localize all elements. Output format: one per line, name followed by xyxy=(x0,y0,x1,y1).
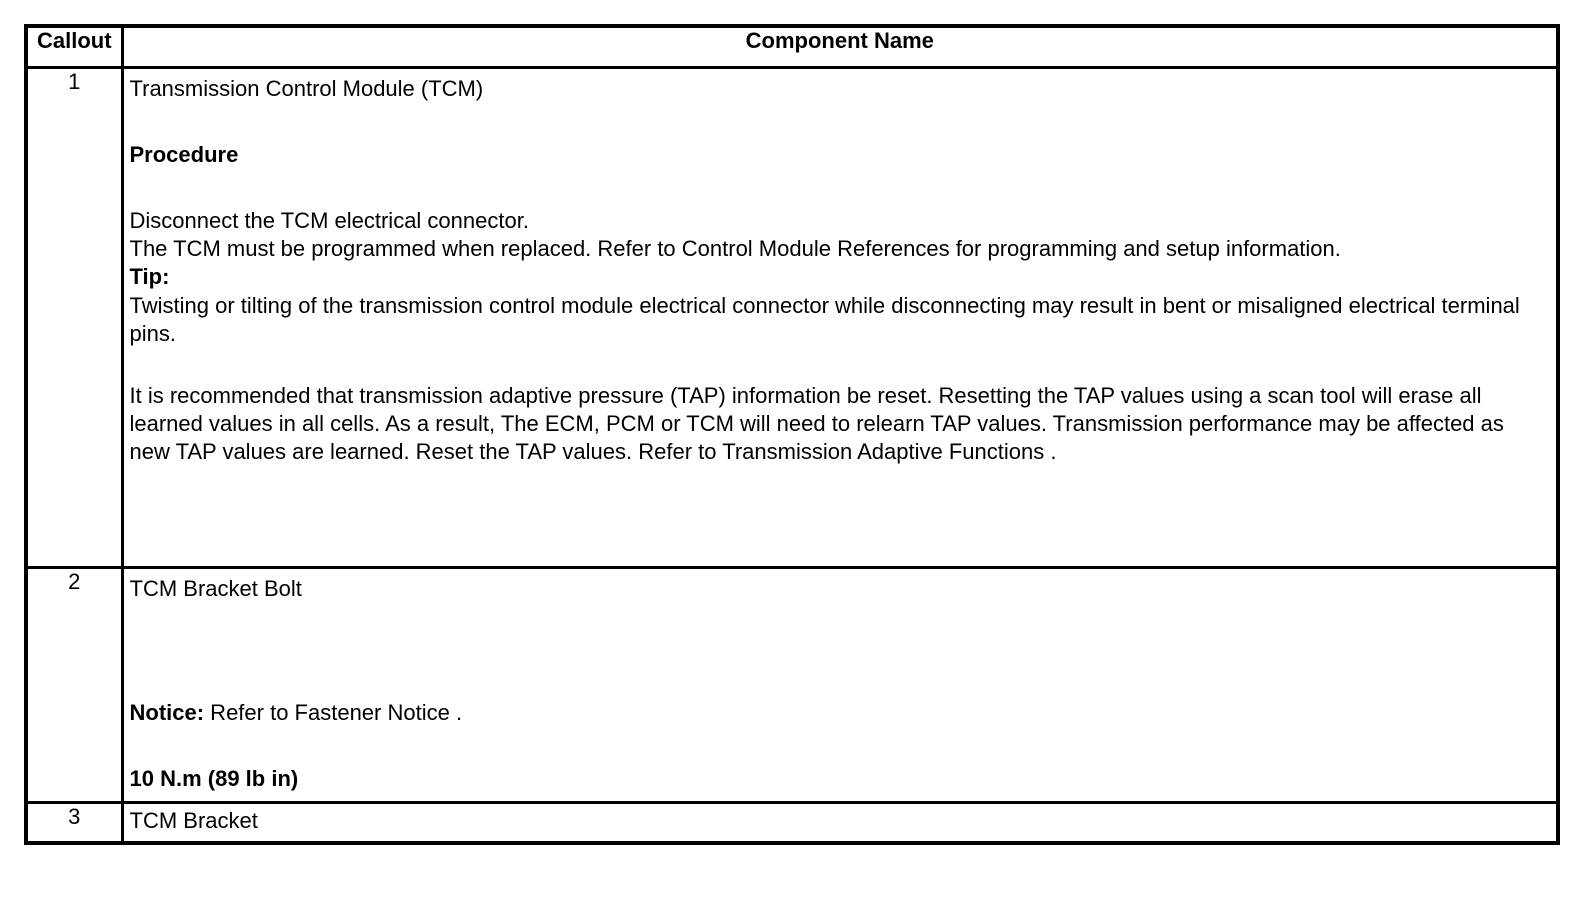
component-name: TCM Bracket xyxy=(129,808,258,833)
procedure-heading: Procedure xyxy=(129,142,239,167)
callout-number: 1 xyxy=(26,68,122,568)
header-component-name: Component Name xyxy=(122,26,1558,68)
notice-line xyxy=(130,699,1549,727)
callout-table xyxy=(24,24,1560,845)
callout-number: 2 xyxy=(26,568,122,803)
notice-text: Refer to Fastener Notice . xyxy=(204,700,463,725)
header-row xyxy=(26,26,1558,68)
component-cell xyxy=(122,68,1558,568)
header-callout: Callout xyxy=(26,26,122,68)
callout-number: 3 xyxy=(26,803,122,844)
component-cell xyxy=(122,568,1558,803)
component-name: Transmission Control Module (TCM) xyxy=(129,76,484,101)
table-row xyxy=(26,68,1558,568)
component-cell xyxy=(122,803,1558,844)
table-row xyxy=(26,568,1558,803)
tip-label: Tip: xyxy=(129,264,170,289)
table-row xyxy=(26,803,1558,844)
tip-text-2: It is recommended that transmission adaptive pressure (TAP) information be reset. Resetting the TAP values using a scan tool will erase all learned values in all cells. As a result, The ECM, PCM or TCM will need to relearn TAP values. Transmission performance may be affected as new TAP values are learned. Reset the TAP values. Refer to Transmission Adaptive Functions . xyxy=(129,383,1504,464)
procedure-step-1: Disconnect the TCM electrical connector. xyxy=(129,208,529,233)
procedure-step-2: The TCM must be programmed when replaced. Refer to Control Module References for programming and setup information. xyxy=(129,236,1341,261)
notice-label: Notice: xyxy=(129,700,205,725)
torque-spec: 10 N.m (89 lb in) xyxy=(129,766,299,791)
component-name: TCM Bracket Bolt xyxy=(129,576,302,601)
tip-text-1: Twisting or tilting of the transmission control module electrical connector while disconnecting may result in bent or misaligned electrical terminal pins. xyxy=(129,293,1520,346)
